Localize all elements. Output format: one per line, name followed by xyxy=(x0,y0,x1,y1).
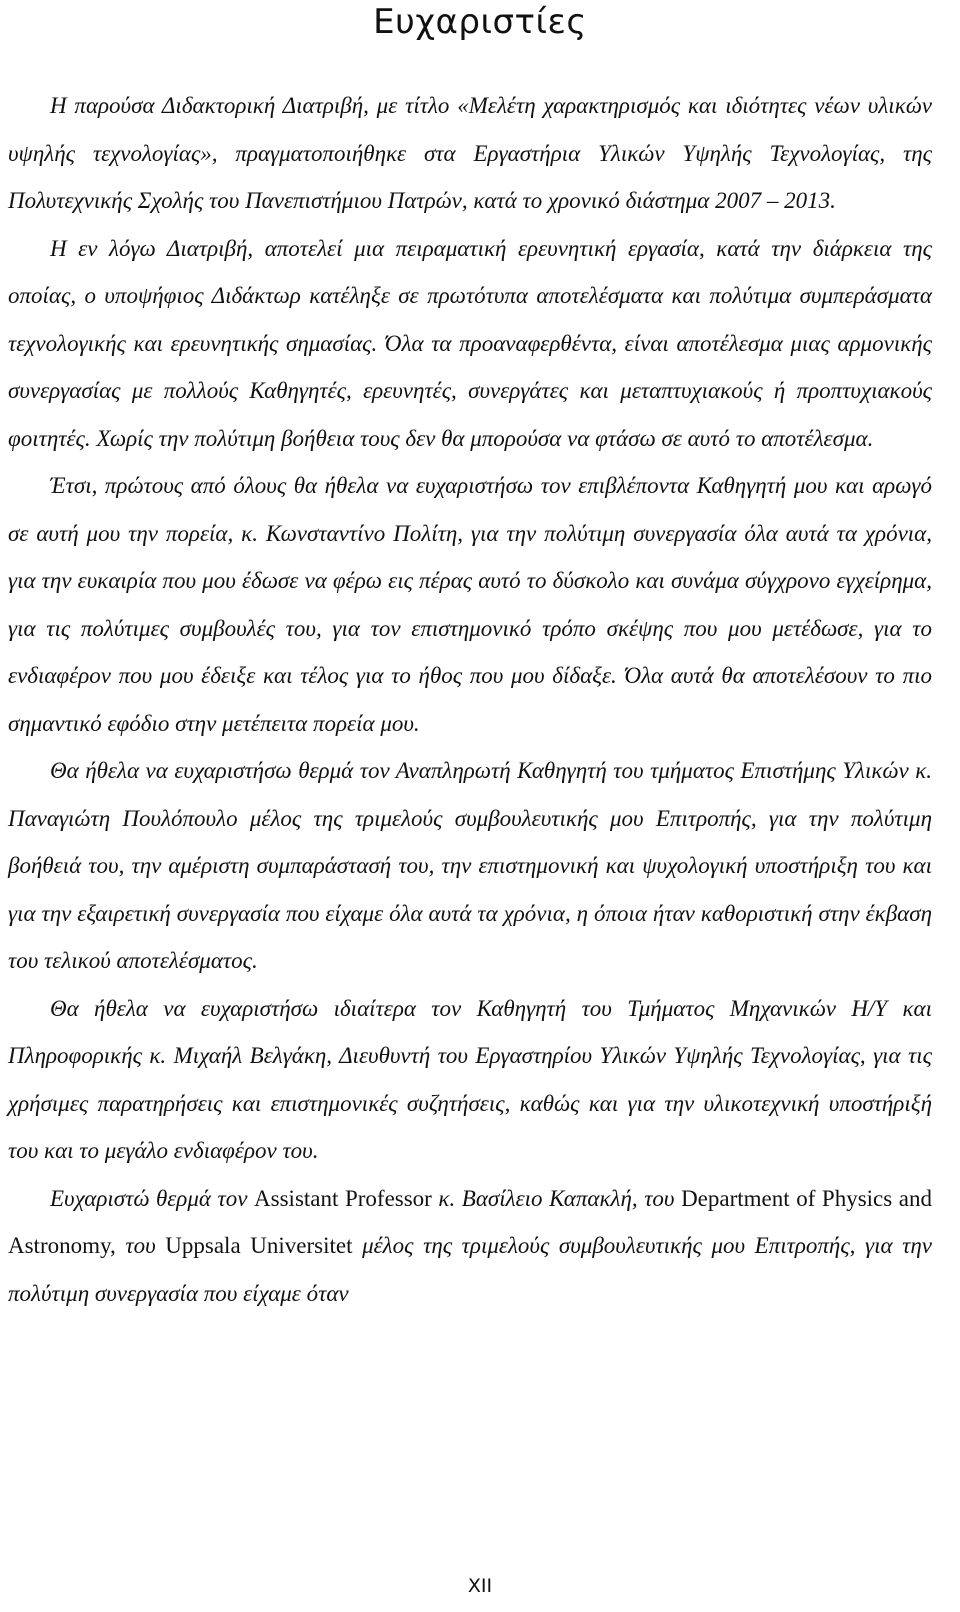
paragraph-6-part-7: μέλος της τριμελούς συμβουλευτικής μου Επιτροπής, για την πολύτιμη συνεργασία που είχαμε όταν xyxy=(8,1233,932,1306)
paragraph-6-part-6: Uppsala Universitet xyxy=(165,1233,353,1258)
paragraph-6-part-1: Ευχαριστώ θερμά τον xyxy=(50,1185,255,1211)
paragraph-4: Θα ήθελα να ευχαριστήσω θερμά τον Αναπληρωτή Καθηγητή του τμήματος Επιστήμης Υλικών κ. Παναγιώτη Πουλόπουλο μέλος της τριμελούς συμβουλευτικής μου Επιτροπής, για την πολύτιμη βοήθειά του, την αμέριστη συμπαράστασή του, την επιστημονική και ψυχολογική υποστήριξη του και για την εξαιρετική συνεργασία που είχαμε όλα αυτά τα χρόνια, η όποια ήταν καθοριστική στην έκβαση του τελικού αποτελέσματος. xyxy=(8,758,932,973)
body-text xyxy=(8,82,932,1317)
paragraph-5: Θα ήθελα να ευχαριστήσω ιδιαίτερα τον Καθηγητή του Τμήματος Μηχανικών Η/Υ και Πληροφορικής κ. Μιχαήλ Βελγάκη, Διευθυντή του Εργαστηρίου Υλικών Υψηλής Τεχνολογίας, για τις χρήσιμες παρατηρήσεις και επιστημονικές συζητήσεις, καθώς και για την υλικοτεχνική υποστήριξή του και το μεγάλο ενδιαφέρον του. xyxy=(8,995,932,1163)
paragraph-3: Έτσι, πρώτους από όλους θα ήθελα να ευχαριστήσω τον επιβλέποντα Καθηγητή μου και αρωγό σε αυτή μου την πορεία, κ. Κωνσταντίνο Πολίτη, για την πολύτιμη συνεργασία όλα αυτά τα χρόνια, για την ευκαιρία που μου έδωσε να φέρω εις πέρας αυτό το δύσκολο και συνάμα σύγχρονο εγχείρημα, για τις πολύτιμες συμβουλές του, για τον επιστημονικό τρόπο σκέψης που μου μετέδωσε, για το ενδιαφέρον που μου έδειξε και τέλος για το ήθος που μου δίδαξε. Όλα αυτά θα αποτελέσουν το πιο σημαντικό εφόδιο στην μετέπειτα πορεία μου. xyxy=(8,473,932,736)
paragraph-6-part-5: του xyxy=(115,1233,166,1258)
page-number: XII xyxy=(467,1575,493,1597)
paragraph-6-part-3: κ. Βασίλειο Καπακλή, του xyxy=(431,1185,682,1211)
paragraph-2: Η εν λόγω Διατριβή, αποτελεί μια πειραματική ερευνητική εργασία, κατά την διάρκεια της οποίας, ο υποψήφιος Διδάκτωρ κατέληξε σε πρωτότυπα αποτελέσματα και πολύτιμα συμπεράσματα τεχνολογικής και ερευνητικής σημασίας. Όλα τα προαναφερθέντα, είναι αποτέλεσμα μιας αρμονικής συνεργασίας με πολλούς Καθηγητές, ερευνητές, συνεργάτες και μεταπτυχιακούς ή προπτυχιακούς φοιτητές. Χωρίς την πολύτιμη βοήθεια τους δεν θα μπορούσα να φτάσω σε αυτό το αποτέλεσμα. xyxy=(8,235,932,451)
paragraph-6-part-2: Assistant Professor xyxy=(254,1185,432,1211)
page-title: Ευχαριστίες xyxy=(373,2,587,42)
paragraph-6 xyxy=(8,1175,932,1318)
paragraph-1: Η παρούσα Διδακτορική Διατριβή, με τίτλο «Μελέτη χαρακτηρισμός και ιδιότητες νέων υλικών υψηλής τεχνολογίας», πραγματοποιήθηκε στα Εργαστήρια Υλικών Υψηλής Τεχνολογίας, της Πολυτεχνικής Σχολής του Πανεπιστήμιου Πατρών, κατά το χρονικό διάστημα 2007 – 2013. xyxy=(8,93,932,213)
paragraph-6-part-4: Department of Physics and Astronomy, xyxy=(8,1185,932,1258)
